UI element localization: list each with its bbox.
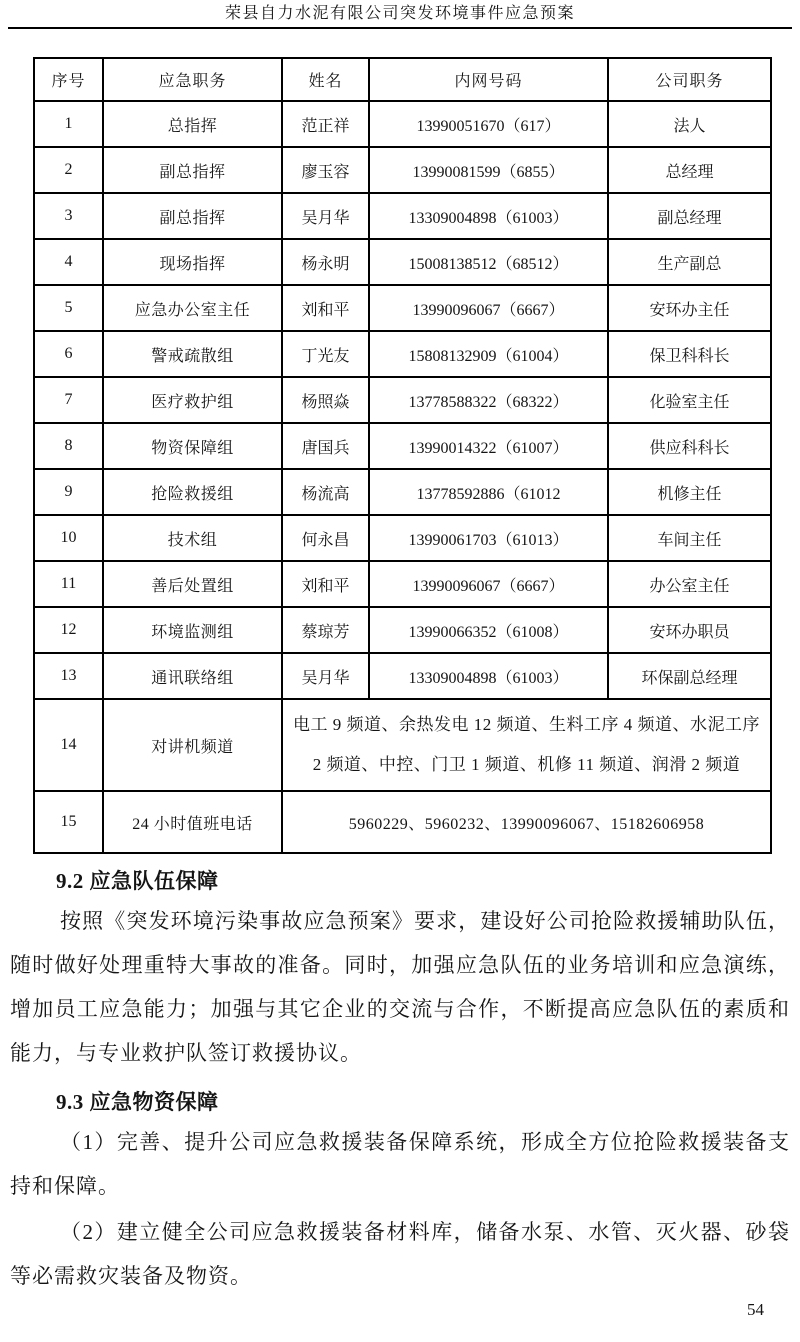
cell-duty: 总指挥 [103, 101, 282, 147]
emergency-contact-table [33, 57, 772, 854]
cell-position: 机修主任 [608, 469, 771, 515]
cell-phone: 13990051670（617） [369, 101, 608, 147]
cell-seq: 3 [34, 193, 103, 239]
cell-position: 生产副总 [608, 239, 771, 285]
cell-phone: 15808132909（61004） [369, 331, 608, 377]
col-header-name: 姓名 [282, 58, 369, 101]
col-header-seq: 序号 [34, 58, 103, 101]
col-header-phone: 内网号码 [369, 58, 608, 101]
cell-seq: 2 [34, 147, 103, 193]
cell-name: 丁光友 [282, 331, 369, 377]
cell-duty: 对讲机频道 [103, 699, 282, 791]
cell-position: 副总经理 [608, 193, 771, 239]
cell-duty: 善后处置组 [103, 561, 282, 607]
cell-position: 供应科科长 [608, 423, 771, 469]
table-row [34, 377, 771, 423]
cell-position: 总经理 [608, 147, 771, 193]
cell-name: 刘和平 [282, 285, 369, 331]
cell-seq: 13 [34, 653, 103, 699]
cell-position: 安环办主任 [608, 285, 771, 331]
cell-seq: 1 [34, 101, 103, 147]
cell-duty: 物资保障组 [103, 423, 282, 469]
page-number: 54 [747, 1300, 764, 1319]
cell-duty: 副总指挥 [103, 147, 282, 193]
cell-position: 保卫科科长 [608, 331, 771, 377]
walkie-channels-line2: 2 频道、中控、门卫 1 频道、机修 11 频道、润滑 2 频道 [312, 755, 741, 774]
cell-duty: 技术组 [103, 515, 282, 561]
cell-seq: 11 [34, 561, 103, 607]
table-row [34, 331, 771, 377]
cell-phone: 13990081599（6855） [369, 147, 608, 193]
cell-phone: 13990096067（6667） [369, 285, 608, 331]
cell-phone: 13990096067（6667） [369, 561, 608, 607]
cell-seq: 5 [34, 285, 103, 331]
cell-phone: 13990014322（61007） [369, 423, 608, 469]
table-row [34, 285, 771, 331]
cell-name: 何永昌 [282, 515, 369, 561]
col-header-position: 公司职务 [608, 58, 771, 101]
cell-position: 办公室主任 [608, 561, 771, 607]
cell-duty: 环境监测组 [103, 607, 282, 653]
cell-duty: 警戒疏散组 [103, 331, 282, 377]
table-row [34, 193, 771, 239]
cell-duty: 副总指挥 [103, 193, 282, 239]
cell-position: 化验室主任 [608, 377, 771, 423]
cell-seq: 8 [34, 423, 103, 469]
cell-seq: 6 [34, 331, 103, 377]
table-row [34, 239, 771, 285]
section-9-3-item-1: （1）完善、提升公司应急救援装备保障系统，形成全方位抢险救援装备支持和保障。 [10, 1130, 790, 1198]
cell-position: 环保副总经理 [608, 653, 771, 699]
section-heading-9-3: 9.3 应急物资保障 [56, 1090, 219, 1114]
walkie-channel-row [34, 699, 771, 791]
section-heading-9-2: 9.2 应急队伍保障 [56, 869, 219, 893]
table-row [34, 561, 771, 607]
cell-name: 杨照焱 [282, 377, 369, 423]
cell-seq: 7 [34, 377, 103, 423]
cell-phone: 13990061703（61013） [369, 515, 608, 561]
document-header-title: 荣县自力水泥有限公司突发环境事件应急预案 [224, 5, 575, 22]
cell-phone: 13778592886（61012 [369, 469, 608, 515]
table-row [34, 101, 771, 147]
cell-seq: 15 [34, 791, 103, 853]
cell-seq: 4 [34, 239, 103, 285]
cell-duty: 抢险救援组 [103, 469, 282, 515]
table-row [34, 607, 771, 653]
cell-phone: 13990066352（61008） [369, 607, 608, 653]
cell-duty: 24 小时值班电话 [103, 791, 282, 853]
cell-seq: 12 [34, 607, 103, 653]
cell-name: 杨永明 [282, 239, 369, 285]
cell-phone: 13309004898（61003） [369, 193, 608, 239]
cell-hotline-numbers: 5960229、5960232、13990096067、15182606958 [282, 791, 771, 853]
section-9-2-paragraph: 按照《突发环境污染事故应急预案》要求，建设好公司抢险救援辅助队伍，随时做好处理重特大事故的准备。同时，加强应急队伍的业务培训和应急演练，增加员工应急能力；加强与其它企业的交流与合作，不断提高应急队伍的素质和能力，与专业救护队签订救援协议。 [10, 909, 790, 1065]
cell-name: 蔡琼芳 [282, 607, 369, 653]
table-header-row [34, 58, 771, 101]
table-row [34, 653, 771, 699]
table-row [34, 515, 771, 561]
cell-name: 刘和平 [282, 561, 369, 607]
cell-position: 法人 [608, 101, 771, 147]
table-row [34, 147, 771, 193]
cell-name: 吴月华 [282, 653, 369, 699]
cell-name: 杨流高 [282, 469, 369, 515]
cell-name: 范正祥 [282, 101, 369, 147]
cell-name: 吴月华 [282, 193, 369, 239]
cell-duty: 现场指挥 [103, 239, 282, 285]
header-rule [8, 27, 792, 29]
cell-walkie-channels [282, 699, 771, 791]
cell-name: 唐国兵 [282, 423, 369, 469]
cell-position: 安环办职员 [608, 607, 771, 653]
cell-name: 廖玉容 [282, 147, 369, 193]
cell-seq: 9 [34, 469, 103, 515]
cell-position: 车间主任 [608, 515, 771, 561]
duty-hotline-row [34, 791, 771, 853]
cell-duty: 应急办公室主任 [103, 285, 282, 331]
walkie-channels-line1: 电工 9 频道、余热发电 12 频道、生料工序 4 频道、水泥工序 [293, 715, 760, 734]
cell-duty: 医疗救护组 [103, 377, 282, 423]
table-row [34, 469, 771, 515]
table-row [34, 423, 771, 469]
cell-phone: 13778588322（68322） [369, 377, 608, 423]
cell-phone: 15008138512（68512） [369, 239, 608, 285]
cell-phone: 13309004898（61003） [369, 653, 608, 699]
section-9-3-item-2: （2）建立健全公司应急救援装备材料库，储备水泵、水管、灭火器、砂袋等必需救灾装备及物资。 [10, 1220, 790, 1288]
col-header-duty: 应急职务 [103, 58, 282, 101]
cell-duty: 通讯联络组 [103, 653, 282, 699]
cell-seq: 14 [34, 699, 103, 791]
cell-seq: 10 [34, 515, 103, 561]
